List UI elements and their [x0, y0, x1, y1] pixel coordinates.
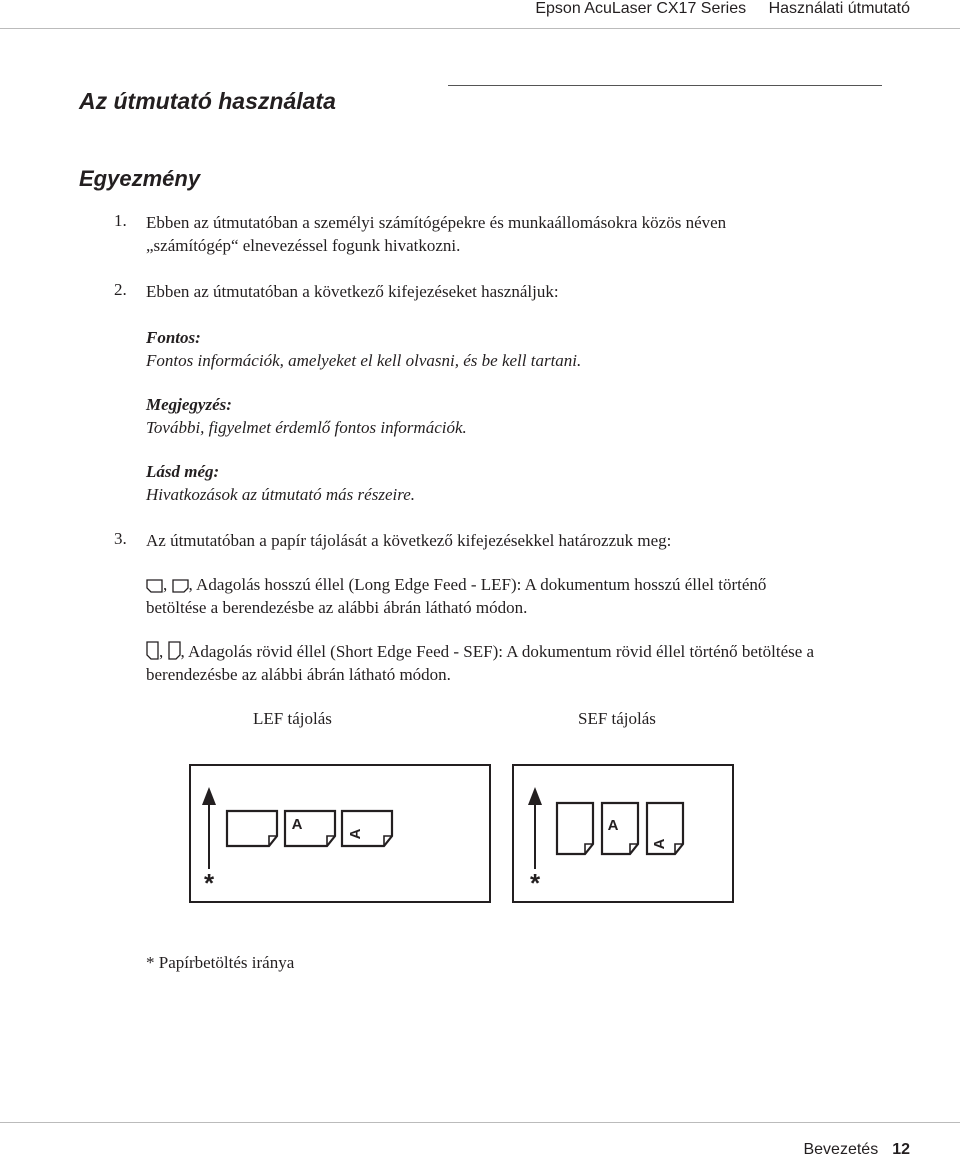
lef-portrait-icon — [146, 577, 163, 593]
sef-sheet-blank — [557, 803, 593, 854]
page-number: 12 — [892, 1141, 910, 1158]
text-line: betöltése a berendezésbe az alábbi ábrán látható módon. — [146, 598, 528, 617]
text-line: berendezésbe az alábbi ábrán látható módon. — [146, 665, 451, 684]
product-name: Epson AcuLaser CX17 Series — [535, 0, 747, 17]
page-footer — [803, 1141, 910, 1159]
footer-rule — [0, 1122, 960, 1123]
text-line: Ebben az útmutatóban a személyi számítógépekre és munkaállomásokra közös néven — [146, 213, 727, 232]
item-number: 1. — [114, 211, 127, 230]
note-see-also — [146, 460, 896, 506]
text-span: , Adagolás rövid éllel (Short Edge Feed - SEF): A dokumentum rövid éllel történő betöltése a — [180, 642, 815, 661]
note-label: Megjegyzés: — [146, 395, 232, 414]
header-rule — [0, 28, 960, 29]
document-name: Használati útmutató — [768, 0, 910, 17]
title-rule — [448, 85, 882, 86]
item-number: 2. — [114, 280, 127, 299]
sheet-letter: A — [607, 817, 619, 834]
sef-box — [513, 765, 733, 902]
page-title: Az útmutató használata — [79, 88, 336, 114]
note-important — [146, 326, 896, 372]
note-text: Hivatkozások az útmutató más részeire. — [146, 485, 415, 504]
sef-portrait-icon — [146, 641, 159, 660]
note-text: Fontos információk, amelyeket el kell olvasni, és be kell tartani. — [146, 351, 582, 370]
text-span: , Adagolás hosszú éllel (Long Edge Feed - LEF): A dokumentum hosszú éllel történő — [188, 575, 767, 594]
note-text: További, figyelmet érdemlő fontos információk. — [146, 418, 467, 437]
diagram-footnote: * Papírbetöltés iránya — [146, 953, 295, 972]
orientation-diagram — [189, 764, 735, 904]
sef-paragraph — [146, 640, 896, 686]
feed-star: * — [203, 868, 215, 898]
note-label: Fontos: — [146, 328, 201, 347]
section-heading: Egyezmény — [79, 166, 201, 191]
sheet-letter: A — [291, 816, 303, 833]
lef-paragraph — [146, 573, 896, 619]
note-label: Lásd még: — [146, 462, 220, 481]
footer-section: Bevezetés — [803, 1141, 879, 1158]
text-line: , , Adagolás rövid éllel (Short Edge Feed - SEF): A dokumentum rövid éllel történő betöltése a — [146, 640, 896, 663]
text-line: „számítógép“ elnevezéssel fogunk hivatkozni. — [146, 236, 461, 255]
feed-arrow-head — [202, 787, 216, 805]
item-text: Ebben az útmutatóban a következő kifejezéseket használjuk: — [146, 282, 559, 301]
page-header — [517, 0, 910, 18]
item-text — [146, 211, 896, 257]
lef-landscape-icon — [172, 577, 189, 593]
lef-box — [190, 765, 490, 902]
sheet-letter: A — [651, 838, 668, 850]
sef-landscape-icon — [168, 641, 181, 660]
feed-star: * — [529, 868, 541, 898]
note-note — [146, 393, 896, 439]
text-line: , , Adagolás hosszú éllel (Long Edge Feed - LEF): A dokumentum hosszú éllel történő — [146, 573, 896, 596]
feed-arrow-head — [528, 787, 542, 805]
lef-label: LEF tájolás — [253, 709, 332, 728]
item-text: Az útmutatóban a papír tájolását a következő kifejezésekkel határozzuk meg: — [146, 531, 672, 550]
sheet-letter: A — [347, 828, 364, 840]
item-number: 3. — [114, 529, 127, 548]
sef-label: SEF tájolás — [578, 709, 656, 728]
